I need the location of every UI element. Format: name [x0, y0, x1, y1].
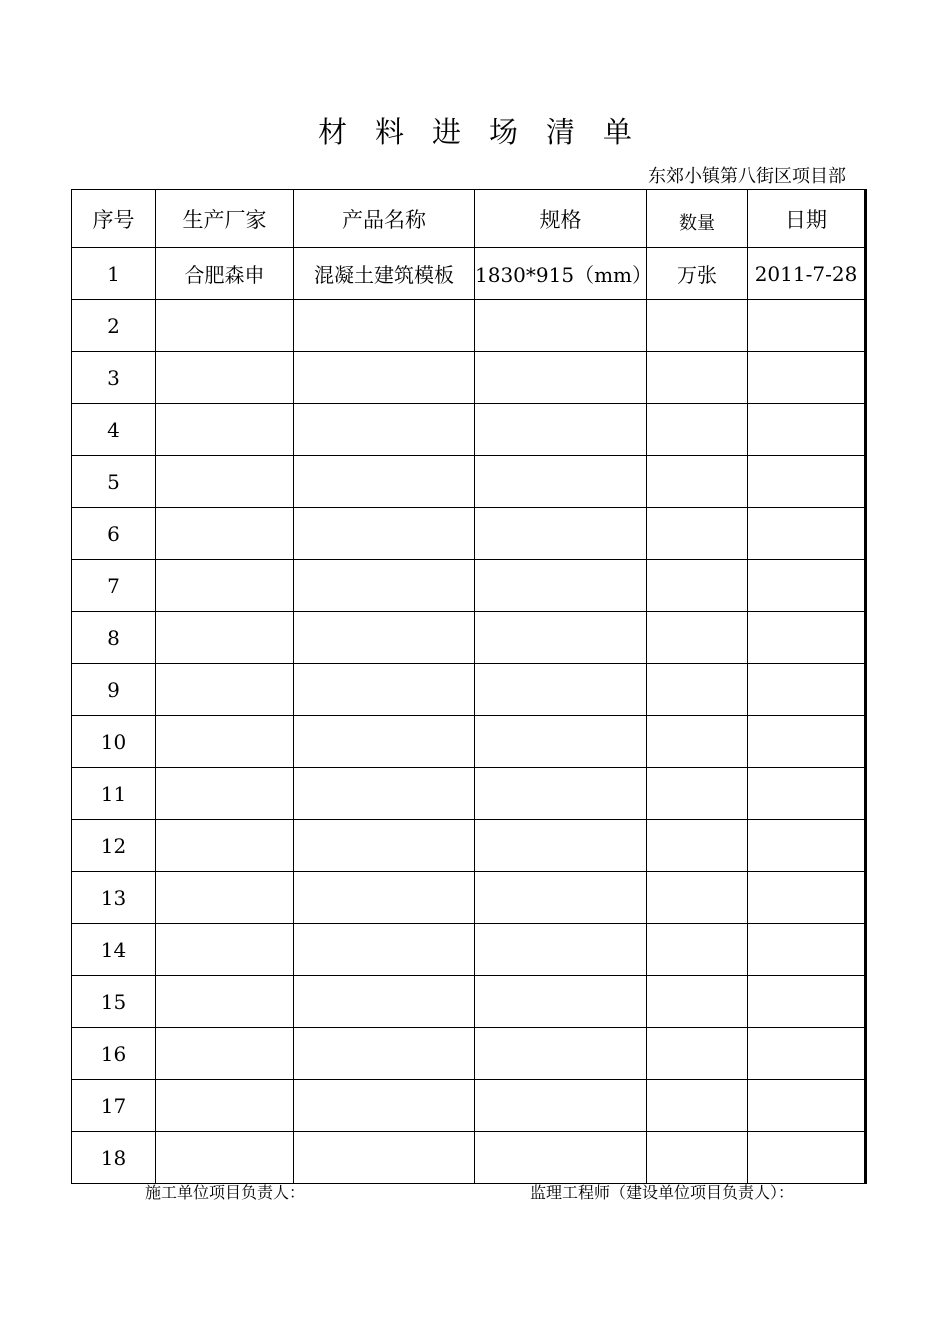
- cell-maker: [156, 768, 294, 820]
- cell-qty: [647, 560, 748, 612]
- cell-no: 1: [72, 248, 156, 300]
- cell-maker: [156, 716, 294, 768]
- materials-table: [71, 189, 867, 1184]
- cell-product: 混凝土建筑模板: [294, 248, 475, 300]
- table-header-row: [72, 190, 866, 248]
- cell-qty: [647, 404, 748, 456]
- cell-date: [748, 612, 866, 664]
- cell-no: 2: [72, 300, 156, 352]
- cell-maker: [156, 976, 294, 1028]
- cell-no: 3: [72, 352, 156, 404]
- table-row: [72, 404, 866, 456]
- table-row: [72, 508, 866, 560]
- cell-maker: [156, 300, 294, 352]
- table-row: [72, 1028, 866, 1080]
- cell-qty: [647, 976, 748, 1028]
- cell-product: [294, 976, 475, 1028]
- header-product: 产品名称: [294, 190, 475, 248]
- cell-maker: [156, 404, 294, 456]
- cell-maker: [156, 924, 294, 976]
- cell-maker: [156, 612, 294, 664]
- cell-date: [748, 456, 866, 508]
- table-row: [72, 976, 866, 1028]
- cell-maker: [156, 664, 294, 716]
- cell-qty: [647, 664, 748, 716]
- cell-no: 10: [72, 716, 156, 768]
- header-date: 日期: [748, 190, 866, 248]
- cell-qty: [647, 1132, 748, 1184]
- header-spec: 规格: [475, 190, 647, 248]
- cell-product: [294, 924, 475, 976]
- cell-date: [748, 404, 866, 456]
- cell-date: 2011-7-28: [748, 248, 866, 300]
- table-row: [72, 1080, 866, 1132]
- cell-date: [748, 300, 866, 352]
- cell-spec: [475, 976, 647, 1028]
- cell-date: [748, 508, 866, 560]
- table-row: [72, 872, 866, 924]
- cell-spec: [475, 1080, 647, 1132]
- cell-date: [748, 560, 866, 612]
- cell-date: [748, 924, 866, 976]
- cell-spec: [475, 924, 647, 976]
- header-no: 序号: [72, 190, 156, 248]
- cell-no: 14: [72, 924, 156, 976]
- cell-no: 6: [72, 508, 156, 560]
- cell-no: 12: [72, 820, 156, 872]
- cell-no: 11: [72, 768, 156, 820]
- cell-spec: [475, 716, 647, 768]
- cell-qty: [647, 508, 748, 560]
- cell-date: [748, 352, 866, 404]
- cell-maker: [156, 872, 294, 924]
- cell-date: [748, 768, 866, 820]
- cell-qty: [647, 768, 748, 820]
- cell-product: [294, 872, 475, 924]
- cell-no: 9: [72, 664, 156, 716]
- cell-qty: 万张: [647, 248, 748, 300]
- cell-spec: [475, 1132, 647, 1184]
- cell-product: [294, 716, 475, 768]
- header-maker: 生产厂家: [156, 190, 294, 248]
- cell-qty: [647, 456, 748, 508]
- cell-spec: [475, 352, 647, 404]
- cell-spec: [475, 508, 647, 560]
- cell-product: [294, 612, 475, 664]
- cell-no: 7: [72, 560, 156, 612]
- table-row: [72, 300, 866, 352]
- cell-spec: [475, 612, 647, 664]
- cell-no: 4: [72, 404, 156, 456]
- cell-spec: [475, 1028, 647, 1080]
- cell-maker: [156, 1080, 294, 1132]
- cell-product: [294, 560, 475, 612]
- cell-product: [294, 1132, 475, 1184]
- cell-date: [748, 1028, 866, 1080]
- cell-maker: [156, 352, 294, 404]
- table-row: [72, 1132, 866, 1184]
- table-row: [72, 352, 866, 404]
- cell-no: 13: [72, 872, 156, 924]
- table-row: [72, 612, 866, 664]
- table-row: [72, 716, 866, 768]
- cell-spec: [475, 560, 647, 612]
- cell-product: [294, 820, 475, 872]
- cell-date: [748, 664, 866, 716]
- cell-no: 16: [72, 1028, 156, 1080]
- cell-spec: [475, 664, 647, 716]
- cell-product: [294, 404, 475, 456]
- table-row: [72, 924, 866, 976]
- cell-product: [294, 456, 475, 508]
- cell-qty: [647, 820, 748, 872]
- cell-spec: [475, 300, 647, 352]
- cell-product: [294, 664, 475, 716]
- cell-qty: [647, 1080, 748, 1132]
- cell-product: [294, 1028, 475, 1080]
- cell-qty: [647, 872, 748, 924]
- document-title: 材料进场清单: [317, 115, 660, 149]
- table-row: [72, 664, 866, 716]
- cell-maker: 合肥森申: [156, 248, 294, 300]
- supervisor-signature-label: 监理工程师（建设单位项目负责人）：: [530, 1183, 795, 1202]
- cell-no: 17: [72, 1080, 156, 1132]
- cell-date: [748, 976, 866, 1028]
- cell-date: [748, 1132, 866, 1184]
- cell-spec: [475, 768, 647, 820]
- cell-no: 15: [72, 976, 156, 1028]
- cell-date: [748, 1080, 866, 1132]
- cell-qty: [647, 300, 748, 352]
- cell-spec: [475, 820, 647, 872]
- cell-product: [294, 768, 475, 820]
- cell-product: [294, 300, 475, 352]
- cell-spec: [475, 404, 647, 456]
- cell-no: 5: [72, 456, 156, 508]
- cell-maker: [156, 560, 294, 612]
- cell-no: 8: [72, 612, 156, 664]
- table-row: [72, 248, 866, 300]
- construction-signature-label: 施工单位项目负责人：: [145, 1183, 306, 1202]
- table-row: [72, 456, 866, 508]
- cell-spec: [475, 872, 647, 924]
- cell-product: [294, 508, 475, 560]
- department-name: 东郊小镇第八街区项目部: [648, 166, 846, 187]
- table-row: [72, 560, 866, 612]
- cell-qty: [647, 924, 748, 976]
- cell-maker: [156, 1028, 294, 1080]
- cell-date: [748, 716, 866, 768]
- cell-qty: [647, 716, 748, 768]
- table-row: [72, 768, 866, 820]
- cell-maker: [156, 820, 294, 872]
- cell-no: 18: [72, 1132, 156, 1184]
- cell-maker: [156, 1132, 294, 1184]
- table-row: [72, 820, 866, 872]
- cell-date: [748, 820, 866, 872]
- cell-qty: [647, 1028, 748, 1080]
- cell-product: [294, 1080, 475, 1132]
- cell-qty: [647, 612, 748, 664]
- cell-maker: [156, 508, 294, 560]
- cell-spec: 1830*915（mm）: [475, 248, 647, 300]
- cell-maker: [156, 456, 294, 508]
- cell-qty: [647, 352, 748, 404]
- cell-product: [294, 352, 475, 404]
- cell-spec: [475, 456, 647, 508]
- cell-date: [748, 872, 866, 924]
- header-qty: 数量: [647, 190, 748, 248]
